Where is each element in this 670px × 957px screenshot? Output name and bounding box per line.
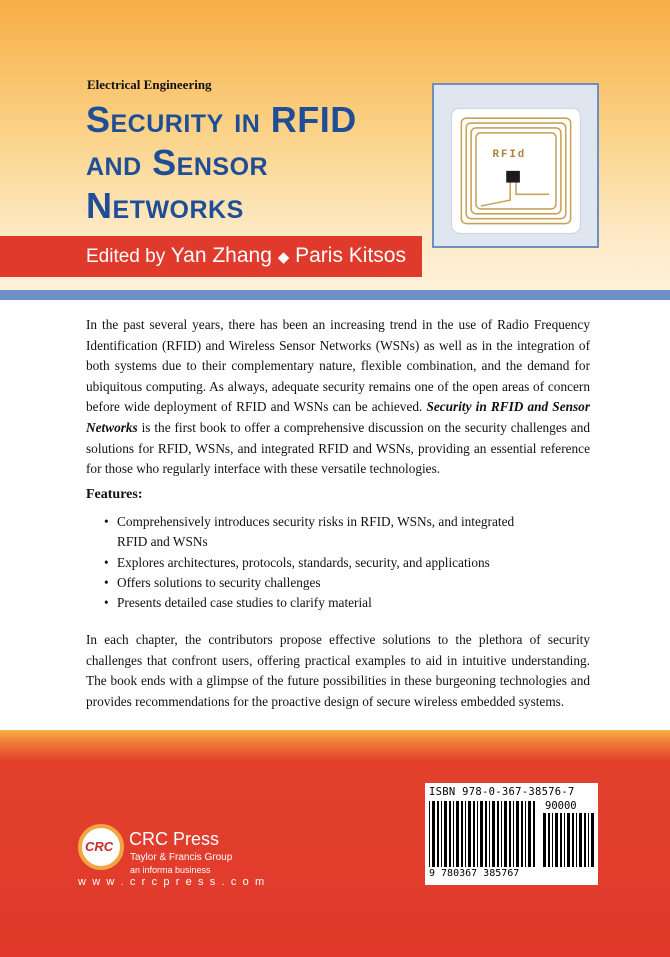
barcode-bar: [501, 801, 502, 867]
blue-divider: [0, 290, 670, 300]
barcode-bar: [489, 801, 490, 867]
barcode-bar: [555, 813, 558, 867]
barcode-bar: [521, 801, 523, 867]
barcode-bar: [567, 813, 570, 867]
editor-name-2: Paris Kitsos: [295, 244, 406, 267]
barcode-main-bars: [429, 801, 537, 867]
barcode-bar: [461, 801, 463, 867]
title-line-2: and Sensor: [86, 142, 269, 183]
barcode-bar: [564, 813, 565, 867]
publisher-group: Taylor & Francis Group: [130, 852, 233, 863]
features-heading: Features:: [86, 487, 143, 502]
barcode-bar: [477, 801, 478, 867]
paragraph-1-text-b: is the first book to offer a comprehensive discussion on the security challenges and solutions for RFID, WSNs, and integrated RFID and WSNs, providing an essential reference for those who regularly interface with these versatile technologies.: [86, 419, 590, 477]
feature-item: • Explores architectures, protocols, standards, security, and applications: [104, 553, 524, 573]
title-line-1: Security in RFID: [86, 99, 357, 140]
barcode-bar: [584, 813, 586, 867]
feature-item: • Comprehensively introduces security risks in RFID, WSNs, and integrated RFID and WSNs: [104, 512, 524, 553]
title-line-3: Networks: [86, 185, 244, 226]
barcode-bar: [456, 801, 459, 867]
barcode-bar: [480, 801, 483, 867]
barcode-bar: [492, 801, 495, 867]
barcode-bar: [543, 813, 546, 867]
subject-category: Electrical Engineering: [87, 77, 212, 92]
barcode-bar: [465, 801, 466, 867]
publisher-business: an informa business: [130, 865, 211, 875]
rfid-antenna-illustration: [434, 85, 597, 246]
barcode-bar: [449, 801, 451, 867]
barcode-bar: [533, 801, 535, 867]
chip-label: RFId: [492, 149, 527, 162]
barcode-bar: [513, 801, 514, 867]
barcode-bar: [485, 801, 487, 867]
barcode-digits: 9 780367 385767: [429, 868, 520, 879]
barcode-bar: [504, 801, 507, 867]
barcode-bar: [560, 813, 562, 867]
barcode-bar: [591, 813, 594, 867]
barcode-bar: [525, 801, 526, 867]
barcode-bar: [509, 801, 511, 867]
barcode-bar: [432, 801, 435, 867]
logo-mark-text: CRC: [85, 839, 114, 854]
barcode-bar: [453, 801, 454, 867]
publisher-url: w w w . c r c p r e s s . c o m: [78, 876, 266, 888]
barcode-bar: [576, 813, 577, 867]
barcode-bar: [572, 813, 574, 867]
barcode-bar: [429, 801, 430, 867]
paragraph-1-text-a: In the past several years, there has been an increasing trend in the use of Radio Frequency Identification (RFID) and Wireless Sensor Networks (WSNs) as well as in the integration of both systems due to their complementary nature, flexible combination, and the demand for ubiquitous computing. As always, adequate security remains one of the open areas of concern before wide deployment of RFID and WSNs can be achieved.: [86, 317, 590, 415]
editors-line: [86, 244, 406, 268]
barcode-bar: [441, 801, 442, 867]
barcode-bar: [497, 801, 499, 867]
feature-item: • Presents detailed case studies to clarify material: [104, 593, 524, 613]
book-title: [86, 98, 426, 227]
barcode-bar: [437, 801, 439, 867]
paragraph-1-book-title: Security in RFID and Sensor Networks: [86, 399, 590, 435]
diamond-separator-icon: ◆: [277, 249, 290, 266]
barcode-bar: [444, 801, 447, 867]
publisher-name: CRC Press: [129, 829, 220, 849]
barcode-bar: [548, 813, 550, 867]
barcode-bar: [588, 813, 589, 867]
isbn-number: ISBN 978-0-367-38576-7: [429, 786, 575, 798]
barcode-bar: [528, 801, 531, 867]
isbn-barcode: [425, 783, 598, 885]
price-code: 90000: [545, 800, 577, 812]
description-paragraph-1: [86, 315, 590, 480]
feature-item: • Offers solutions to security challenges: [104, 573, 524, 593]
features-list: [104, 512, 524, 613]
crc-logo-icon: [78, 824, 124, 870]
barcode-bar: [579, 813, 582, 867]
description-paragraph-2: In each chapter, the contributors propose effective solutions to the plethora of security challenges that confront users, offering practical examples to aid in intuitive understanding. The book ends with a glimpse of the future possibilities in these burgeoning technologies and provides recommendations for the proactive design of secure wireless embedded systems.: [86, 632, 590, 709]
edited-by-label: Edited by: [86, 246, 166, 267]
editor-name-1: Yan Zhang: [170, 244, 272, 267]
barcode-bar: [473, 801, 475, 867]
barcode-bar: [516, 801, 519, 867]
rfid-tag-image: [432, 83, 599, 248]
barcode-bar: [468, 801, 471, 867]
barcode-addon-bars: [543, 813, 595, 867]
barcode-bar: [552, 813, 553, 867]
